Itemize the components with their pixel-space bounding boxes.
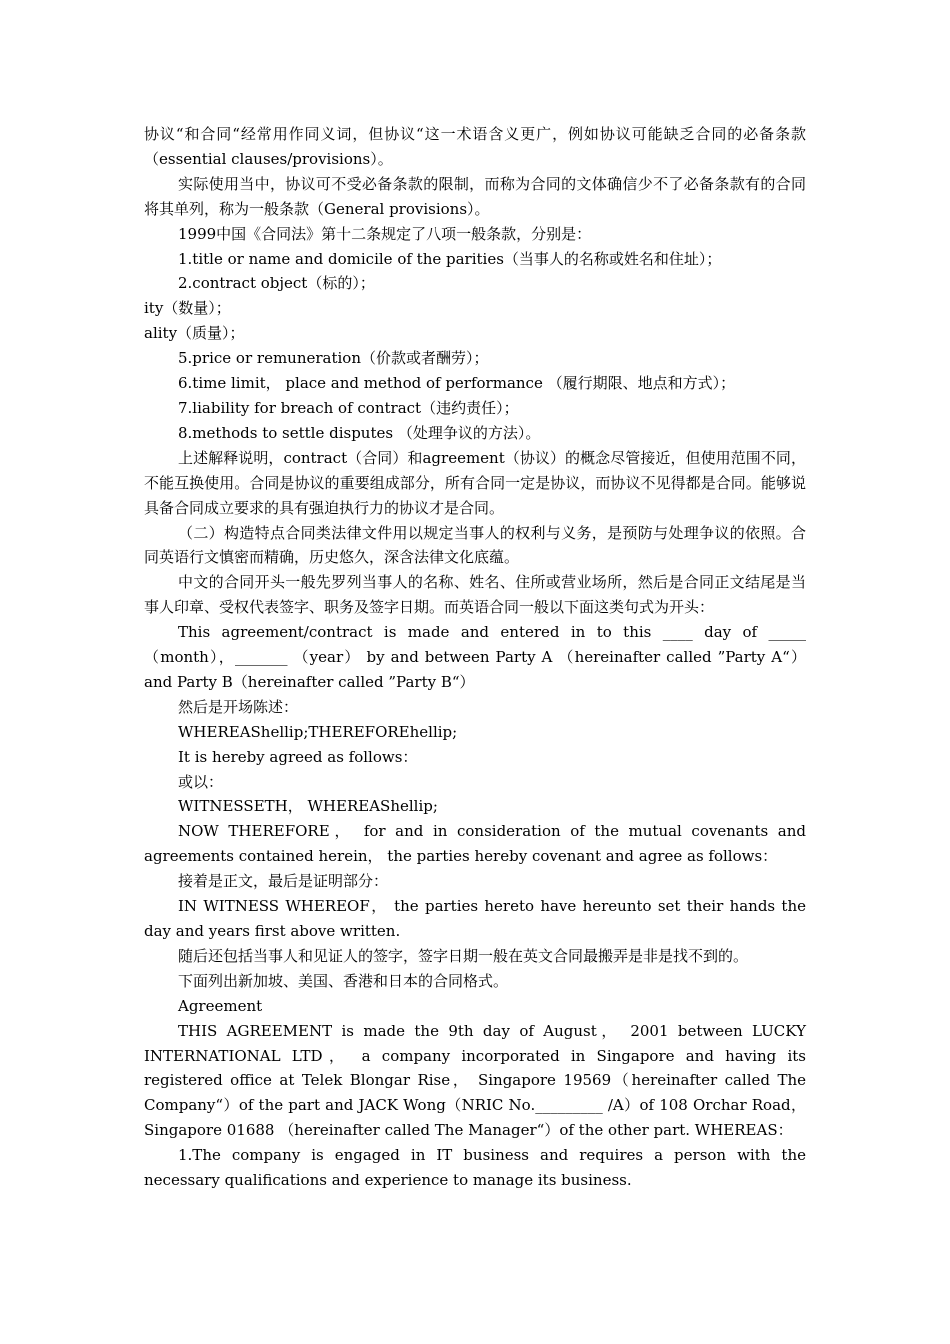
agreement-heading: Agreement <box>178 996 263 1015</box>
list-item: 7.liability for breach of contract（违约责任）； <box>178 398 519 417</box>
list-item: 6.time limit， place and method of performance （履行期限、地点和方式）； <box>178 374 736 393</box>
paragraph: 中文的合同开头一般先罗列当事人的名称、姓名、住所或营业场所，然后是合同正文结尾是当事人印章、受权代表签字、职务及签字日期。而英语合同一般以下面这类句式为开头： <box>144 573 806 617</box>
agreement-clause: 1.The company is engaged in IT business and requires a person with the necessary qualifications and experience to manage its business. <box>144 1146 806 1190</box>
contract-opening-template: This agreement/contract is made and entered in to this ____ day of _____ （month），_______ （year） by and between Party A （hereinafter called ”Party A“） and Party B（hereinafter called ”Party B“） <box>144 623 806 691</box>
list-item: 1.title or name and domicile of the parities（当事人的名称或姓名和住址）； <box>178 249 722 268</box>
paragraph: （二）构造特点合同类法律文件用以规定当事人的权利与义务，是预防与处理争议的依照。合同英语行文慎密而精确，历史悠久，深含法律文化底蕴。 <box>144 523 806 567</box>
paragraph: 接着是正文，最后是证明部分： <box>178 872 389 891</box>
paragraph: 或以： <box>178 772 224 791</box>
paragraph: IN WITNESS WHEREOF， the parties hereto have hereunto set their hands the day and years first above written. <box>144 897 806 940</box>
paragraph: It is hereby agreed as follows： <box>178 747 418 766</box>
paragraph: NOW THEREFORE， for and in consideration of the mutual covenants and agreements contained herein， the parties hereby covenant and agree as follows： <box>144 822 806 866</box>
document-body <box>144 122 806 1193</box>
paragraph: 下面列出新加坡、美国、香港和日本的合同格式。 <box>178 971 509 990</box>
list-item: 5.price or remuneration（价款或者酬劳）； <box>178 349 489 368</box>
list-item: ity（数量）； <box>144 299 231 318</box>
agreement-clause: THIS AGREEMENT is made the 9th day of August， 2001 between LUCKY INTERNATIONAL LTD， a company incorporated in Singapore and having its registered office at Telek Blongar Rise， Singapore 19569（hereinafter called The Company“）of the part and JACK Wong（NRIC No._________ /A）of 108 Orchar Road， Singapore 01688 （hereinafter called The Manager“）of the other part. WHEREAS： <box>144 1021 806 1140</box>
paragraph: 协议“和合同“经常用作同义词，但协议“这一术语含义更广，例如协议可能缺乏合同的必备条款（essential clauses/provisions）。 <box>144 125 806 168</box>
paragraph: WHEREAShellip;THEREFOREhellip; <box>178 722 458 741</box>
paragraph: 实际使用当中，协议可不受必备条款的限制，而称为合同的文体确信少不了必备条款有的合同将其单列，称为一般条款（General provisions）。 <box>144 174 806 218</box>
paragraph: WITNESSETH， WHEREAShellip; <box>178 797 438 816</box>
list-item: 2.contract object（标的）； <box>178 274 375 293</box>
paragraph: 随后还包括当事人和见证人的签字，签字日期一般在英文合同最搬弄是非是找不到的。 <box>178 946 749 965</box>
paragraph: 1999中国《合同法》第十二条规定了八项一般条款，分别是： <box>178 224 592 243</box>
list-item: ality（质量）； <box>144 324 245 343</box>
list-item: 8.methods to settle disputes （处理争议的方法）。 <box>178 423 541 442</box>
paragraph: 上述解释说明，contract（合同）和agreement（协议）的概念尽管接近，但使用范围不同，不能互换使用。合同是协议的重要组成部分，所有合同一定是协议，而协议不见得都是合同。能够说具备合同成立要求的具有强迫执行力的协议才是合同。 <box>144 448 806 517</box>
paragraph: 然后是开场陈述： <box>178 697 299 716</box>
